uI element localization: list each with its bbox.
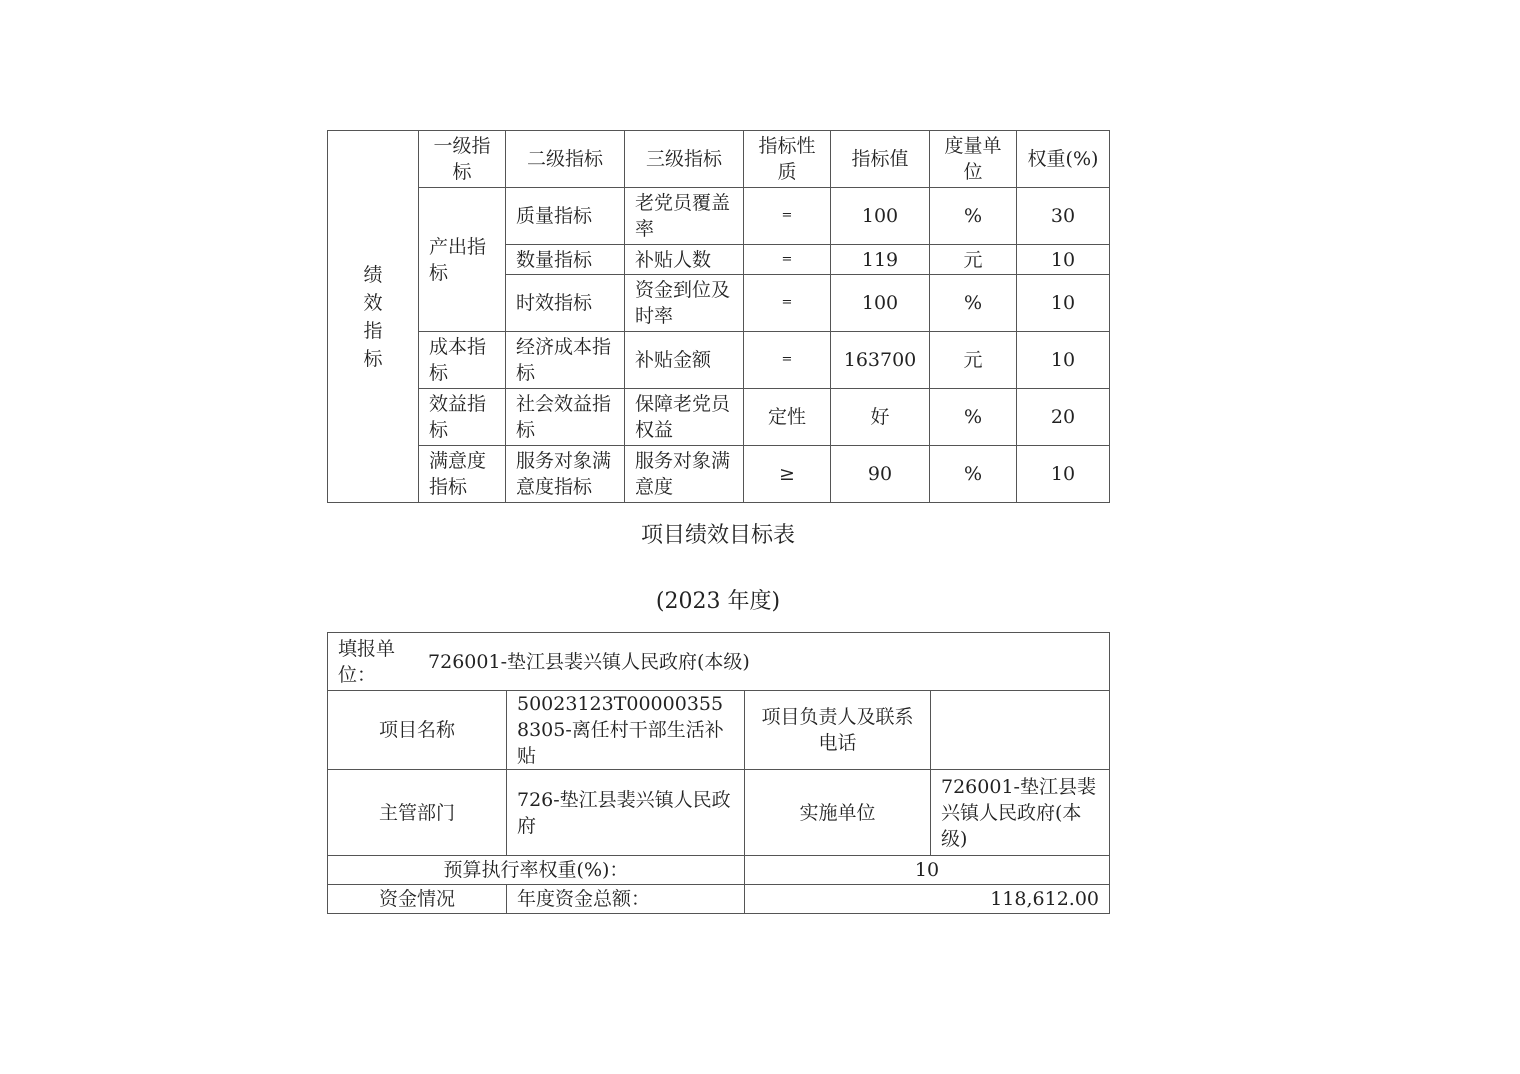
level3-cell: 保障老党员权益 <box>625 389 744 446</box>
annual-total-label: 年度资金总额： <box>507 885 745 914</box>
weight-cell: 10 <box>1017 245 1110 275</box>
leader-label: 项目负责人及联系电话 <box>745 691 931 770</box>
unit-cell: % <box>930 275 1017 332</box>
nature-cell: = <box>744 332 831 389</box>
header-nature: 指标性质 <box>744 131 831 188</box>
table-row <box>328 389 1110 446</box>
nature-cell: = <box>744 245 831 275</box>
level1-cell: 成本指标 <box>419 332 506 389</box>
weight-cell: 10 <box>1017 275 1110 332</box>
weight-cell: 30 <box>1017 188 1110 245</box>
level3-cell: 补贴人数 <box>625 245 744 275</box>
leader-value <box>931 691 1110 770</box>
level2-cell: 经济成本指标 <box>506 332 625 389</box>
value-cell: 100 <box>831 275 930 332</box>
page-title: 项目绩效目标表 <box>640 523 795 548</box>
budget-rate-value: 10 <box>745 856 1110 885</box>
project-info-table <box>327 632 1110 914</box>
dept-label: 主管部门 <box>328 770 507 856</box>
weight-cell: 10 <box>1017 332 1110 389</box>
nature-cell: = <box>744 275 831 332</box>
annual-total-value: 118,612.00 <box>745 885 1110 914</box>
nature-cell: ≥ <box>744 446 831 503</box>
funds-label: 资金情况 <box>328 885 507 914</box>
header-level1: 一级指标 <box>419 131 506 188</box>
value-cell: 119 <box>831 245 930 275</box>
year-subtitle: (2023 年度) <box>655 589 781 614</box>
reporting-unit-label: 填报单位： <box>338 637 396 686</box>
perf-side-label: 绩 效 指 标 <box>328 131 419 503</box>
header-level2: 二级指标 <box>506 131 625 188</box>
level1-cell: 产出指标 <box>419 188 506 332</box>
header-level3: 三级指标 <box>625 131 744 188</box>
budget-rate-label: 预算执行率权重(%)： <box>328 856 745 885</box>
table-row <box>328 188 1110 245</box>
header-value: 指标值 <box>831 131 930 188</box>
reporting-unit-value: 726001-垫江县裴兴镇人民政府(本级) <box>428 650 750 673</box>
reporting-unit-row <box>328 633 1110 691</box>
level3-cell: 资金到位及时率 <box>625 275 744 332</box>
level1-cell: 效益指标 <box>419 389 506 446</box>
header-unit: 度量单位 <box>930 131 1017 188</box>
unit-cell: % <box>930 188 1017 245</box>
level2-cell: 服务对象满意度指标 <box>506 446 625 503</box>
nature-cell: 定性 <box>744 389 831 446</box>
level1-cell: 满意度指标 <box>419 446 506 503</box>
level3-cell: 补贴金额 <box>625 332 744 389</box>
level2-cell: 时效指标 <box>506 275 625 332</box>
performance-indicator-table <box>327 130 1110 503</box>
unit-cell: 元 <box>930 332 1017 389</box>
level3-cell: 老党员覆盖率 <box>625 188 744 245</box>
project-name-label: 项目名称 <box>328 691 507 770</box>
impl-value: 726001-垫江县裴兴镇人民政府(本级) <box>931 770 1110 856</box>
table-row <box>328 446 1110 503</box>
header-weight: 权重(%) <box>1017 131 1110 188</box>
impl-label: 实施单位 <box>745 770 931 856</box>
level2-cell: 社会效益指标 <box>506 389 625 446</box>
weight-cell: 10 <box>1017 446 1110 503</box>
dept-value: 726-垫江县裴兴镇人民政府 <box>507 770 745 856</box>
value-cell: 163700 <box>831 332 930 389</box>
nature-cell: = <box>744 188 831 245</box>
value-cell: 好 <box>831 389 930 446</box>
project-name-value: 50023123T000003558305-离任村干部生活补贴 <box>507 691 745 770</box>
value-cell: 100 <box>831 188 930 245</box>
level2-cell: 质量指标 <box>506 188 625 245</box>
unit-cell: % <box>930 446 1017 503</box>
unit-cell: % <box>930 389 1017 446</box>
table-row <box>328 332 1110 389</box>
unit-cell: 元 <box>930 245 1017 275</box>
weight-cell: 20 <box>1017 389 1110 446</box>
value-cell: 90 <box>831 446 930 503</box>
level3-cell: 服务对象满意度 <box>625 446 744 503</box>
level2-cell: 数量指标 <box>506 245 625 275</box>
